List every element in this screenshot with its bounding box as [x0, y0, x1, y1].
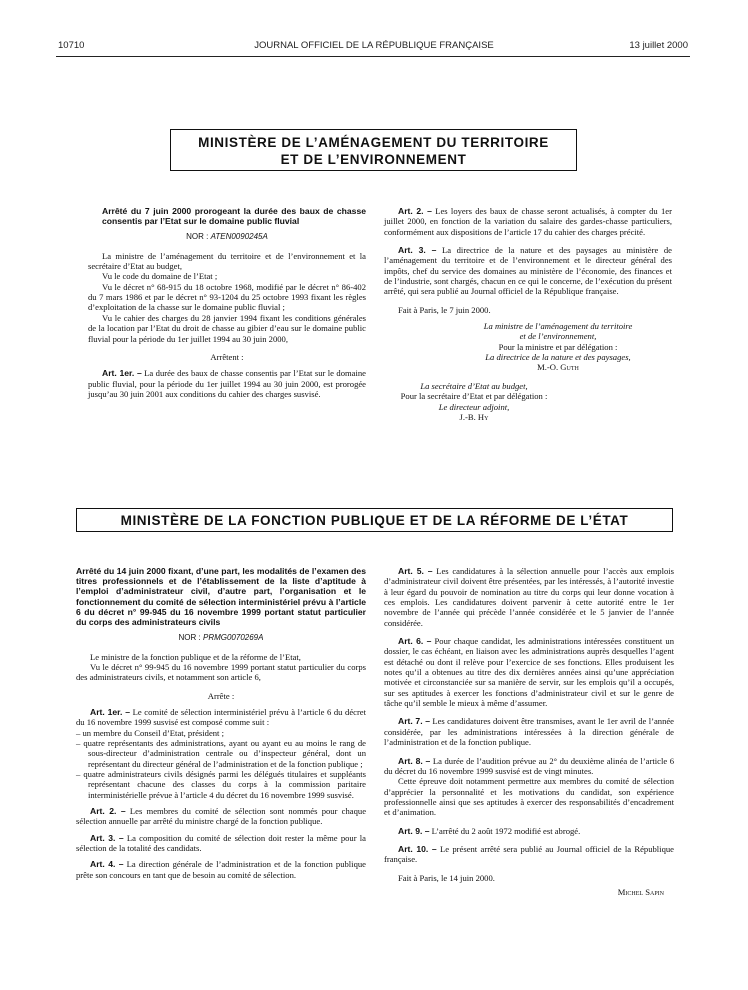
issue-date: 13 juillet 2000: [629, 40, 688, 51]
decree-column-right-1: [384, 206, 672, 422]
signature-block-budget: [384, 381, 564, 422]
article-7: Art. 7. – Les candidatures doivent être transmises, avant le 1er avril de l’année considérée, par les administrations intéressées à la direction générale de l’administration et de la fonction publique.: [384, 716, 674, 748]
journal-title: JOURNAL OFFICIEL DE LA RÉPUBLIQUE FRANÇAISE: [254, 40, 494, 51]
article-10: Art. 10. – Le présent arrêté sera publié au Journal officiel de la République française.: [384, 843, 674, 865]
nor-reference: NOR : PRMG0070269A: [178, 633, 264, 643]
decree-column-right-2: [384, 566, 674, 897]
article-label: Art. 7. –: [398, 716, 430, 727]
signature-line: Le directeur adjoint,: [438, 401, 510, 412]
ministry-heading-fonction-publique: [76, 508, 673, 532]
article-label: Art. 1er. –: [90, 706, 131, 717]
article-label: Art. 1er. –: [102, 368, 142, 379]
fait-a-paris: Fait à Paris, le 14 juin 2000.: [398, 872, 495, 883]
nor-code: ATEN0090245A: [210, 232, 268, 242]
preamble-para: La ministre de l’aménagement du territoire et de l’environnement et la secrétaire d’Etat au budget,: [88, 250, 366, 272]
signature-block-minister: [384, 321, 672, 373]
article-label: Art. 2. –: [398, 206, 432, 216]
ministry-heading-line1: MINISTÈRE DE LA FONCTION PUBLIQUE ET DE LA RÉFORME DE L’ÉTAT: [120, 513, 629, 528]
article-1: Art. 1er. – Le comité de sélection interministériel prévu à l’article 6 du décret du 16 novembre 1999 susvisé est composé comme suit :: [76, 706, 367, 728]
signature-line: La secrétaire d’Etat au budget,: [420, 380, 528, 391]
arretent-line: Arrêtent :: [210, 351, 244, 362]
nor-reference: NOR : ATEN0090245A: [186, 232, 268, 242]
preamble-para: Vu le décret n° 99-945 du 16 novembre 1999 portant statut particulier du corps des administrateurs civils, et notamment son article 6,: [76, 661, 366, 683]
preamble-para: Vu le décret n° 68-915 du 18 octobre 1968, modifié par le décret n° 86-402 du 7 mars 1986 et par le décret n° 93-1204 du 25 octobre 1993 fixant les règles d’exploitation de la chasse sur le domaine public fluvial ;: [88, 281, 366, 313]
article-3: Art. 3. – La directrice de la nature et des paysages au ministère de l’aménagement du territoire et de l’environnement et le directeur général des impôts, chef du service des domaines au ministère de l’économie, des finances et de l’industrie, sont chargés, chacun en ce qui le concerne, de l’exécution du présent arrêté, qui sera publié au Journal officiel de la République française.: [384, 245, 672, 297]
article-label: Art. 2. –: [90, 806, 126, 817]
list-item: – un membre du Conseil d’Etat, président ;: [76, 727, 224, 738]
article-6: Art. 6. – Pour chaque candidat, les administrations intéressées constituent un dossier, le cas échéant, en liaison avec les administrations auprès desquelles l’agent est détaché ou dont il relève pour l’exercice de ses fonctions. Elles produisent les notes qu’il a obtenues au titre des dix dernières années ainsi qu’une appréciation motivée et circonstanciée sur sa manière de servir, sur les emplois qu’il a occupés, sur ses aptitudes à exercer les fonctions d’administrateur civil et sur le genre de tâche qu’il semble le mieux à même d’assumer.: [384, 636, 674, 709]
signature-line: La ministre de l’aménagement du territoire: [483, 321, 633, 332]
article-3: Art. 3. – La composition du comité de sélection doit rester la même pour la sélection de la totalité des candidats.: [76, 832, 366, 854]
ministry-heading-environment: [170, 129, 577, 171]
decree-column-left-2: [76, 566, 366, 880]
page-number: 10710: [58, 40, 85, 51]
signature-line: Pour la ministre et par délégation :: [498, 341, 618, 352]
decree-title: Arrêté du 7 juin 2000 prorogeant la durée des baux de chasse consentis par l’Etat sur le domaine public fluvial: [102, 206, 366, 227]
signature-line: La directrice de la nature et des paysages,: [485, 352, 631, 363]
article-5: Art. 5. – Les candidatures à la sélection annuelle pour l’accès aux emplois d’administrateur civil doivent être présentées, par les intéressés, à l’autorité investie à leur égard du pouvoir de nomination au titre du corps qui leur donne vocation à ces emplois. Les candidatures doivent parvenir à cette autorité entre le 1er novembre de l’année qui précède l’année considérée et le 5 janvier de l’année considérée.: [384, 566, 674, 628]
preamble-para: Vu le cahier des charges du 28 janvier 1994 fixant les conditions générales de la location par l’Etat du droit de chasse au gibier d’eau sur le domaine public fluvial pour la période du 1er juillet 1994 au 30 juin 2000,: [88, 312, 366, 344]
signatory-name: Michel Sapin: [617, 886, 664, 897]
decree-title: Arrêté du 14 juin 2000 fixant, d’une part, les modalités de l’examen des titres professionnels et de l’établissement de la liste d’aptitude à l’emploi d’administrateur civil, d’autre part, l’organisation et le fonctionnement du comité de sélection interministériel prévu à l’article 6 du décret n° 99-945 du 16 novembre 1999 portant statut particulier du corps des administrateurs civils: [76, 566, 366, 628]
signatory-name: M.-O. Guth: [537, 362, 579, 373]
preamble-para: Le ministre de la fonction publique et de la réforme de l’Etat,: [90, 651, 301, 662]
signatory-name: J.-B. Hy: [459, 411, 489, 422]
article-2: Art. 2. – Les loyers des baux de chasse seront actualisés, à compter du 1er juillet 2000, en fonction de la variation du salaire des gardes-chasse particuliers, conformément aux dispositions de l’article 17 du cahier des charges précité.: [384, 206, 672, 237]
header-rule: [56, 56, 690, 57]
article-1: Art. 1er. – La durée des baux de chasse consentis par l’Etat sur le domaine public fluvial, pour la période du 1er juillet 1994 au 30 juin 2000, est prorogée jusqu’au 30 juin 2001 aux conditions du cahier des charges susvisé.: [88, 368, 366, 399]
arrete-line: Arrête :: [207, 690, 235, 701]
article-8: Art. 8. – La durée de l’audition prévue au 2° du deuxième alinéa de l’article 6 du décret du 16 novembre 1999 susvisé est de vingt minutes.: [384, 755, 674, 776]
nor-code: PRMG0070269A: [202, 633, 264, 643]
preamble-para: Vu le code du domaine de l’Etat ;: [102, 271, 218, 282]
article-9: Art. 9. – L’arrêté du 2 août 1972 modifié est abrogé.: [398, 825, 581, 836]
list-item: – quatre administrateurs civils désignés parmi les délégués titulaires et suppléants représentant chacune des classes du corps à la commission paritaire interministérielle prévue à l’article 4 du décret du 16 novembre 1999 susvisé.: [76, 769, 366, 800]
signature-line: et de l’environnement,: [519, 331, 597, 342]
decree-column-left-1: [88, 206, 366, 399]
ministry-heading-line2: ET DE L’ENVIRONNEMENT: [280, 152, 467, 167]
list-item: – quatre représentants des administrations, ayant ou ayant eu au moins le rang de sous-directeur d’administration centrale ou d’inspecteur général, dont un représentant du directeur général de l’administration et de la fonction publique ;: [76, 737, 366, 769]
signature-line: Pour la secrétaire d’Etat et par délégation :: [400, 391, 548, 402]
article-2: Art. 2. – Les membres du comité de sélection sont nommés pour chaque sélection annuelle par arrêté du ministre chargé de la fonction publique.: [76, 806, 367, 827]
article-label: Art. 4. –: [90, 859, 124, 870]
article-label: Art. 9. –: [398, 825, 430, 836]
article-label: Art. 3. –: [90, 832, 124, 843]
article-4: Art. 4. – La direction générale de l’administration et de la fonction publique prête son concours en tant que de besoin au comité de sélection.: [76, 859, 366, 880]
article-label: Art. 6. –: [398, 636, 432, 647]
article-label: Art. 3. –: [398, 245, 437, 256]
ministry-heading-line1: MINISTÈRE DE L’AMÉNAGEMENT DU TERRITOIRE: [198, 135, 549, 150]
article-label: Art. 5. –: [398, 566, 433, 576]
fait-a-paris: Fait à Paris, le 7 juin 2000.: [398, 304, 491, 315]
article-8-para-2: Cette épreuve doit notamment permettre aux membres du comité de sélection d’apprécier la personnalité et les motivations du candidat, son expérience professionnelle ainsi que ses aptitudes à exercer des responsabilités d’encadrement et d’animation.: [384, 776, 674, 818]
article-label: Art. 10. –: [398, 843, 437, 854]
article-label: Art. 8. –: [398, 755, 431, 766]
